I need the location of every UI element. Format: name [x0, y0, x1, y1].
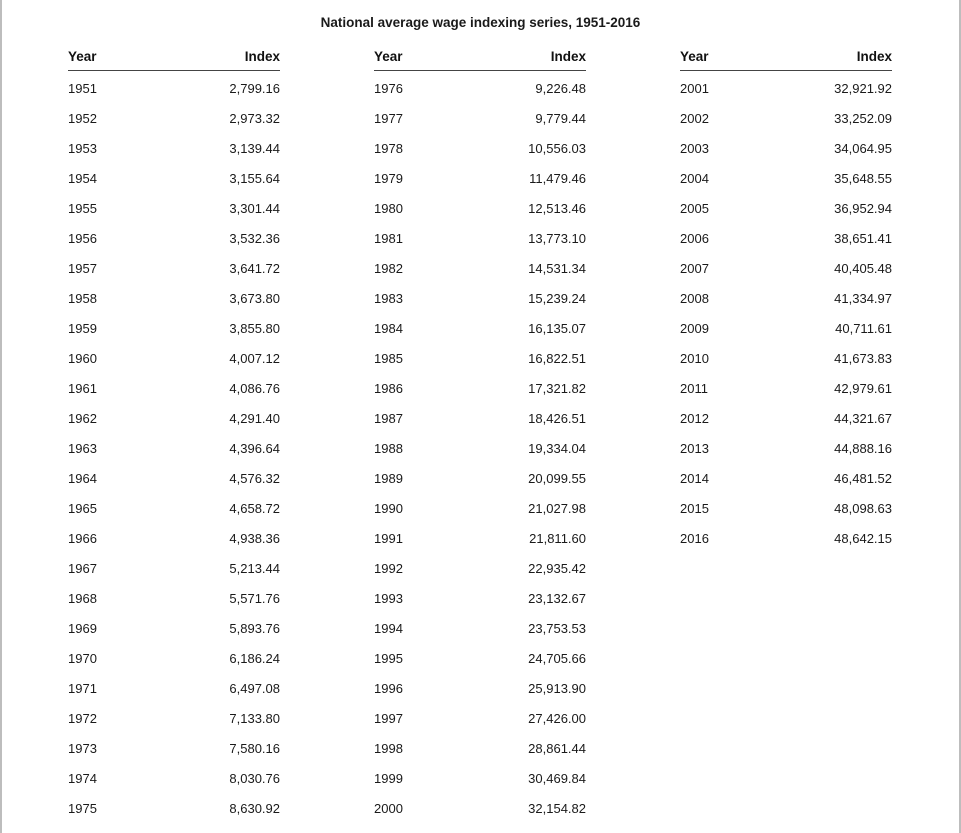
year-cell: 1957: [68, 260, 97, 276]
table-row: [680, 103, 892, 133]
table-row: [68, 283, 280, 313]
year-cell: 1981: [374, 230, 403, 246]
year-cell: 1998: [374, 740, 403, 756]
year-header: Year: [68, 49, 97, 64]
table-row: [374, 163, 586, 193]
year-cell: 1983: [374, 290, 403, 306]
year-cell: 1970: [68, 650, 97, 666]
table-row: [680, 523, 892, 553]
index-value-cell: 4,938.36: [229, 530, 280, 546]
index-value-cell: 44,321.67: [834, 410, 892, 426]
table-row: [68, 373, 280, 403]
index-value-cell: 28,861.44: [528, 740, 586, 756]
year-cell: 1980: [374, 200, 403, 216]
year-cell: 1956: [68, 230, 97, 246]
column-header-row: [680, 45, 892, 71]
year-cell: 2011: [680, 380, 708, 396]
index-value-cell: 6,497.08: [229, 680, 280, 696]
table-row: [68, 643, 280, 673]
table-row: [68, 403, 280, 433]
table-row: [68, 73, 280, 103]
year-header: Year: [374, 49, 403, 64]
table-row: [374, 733, 586, 763]
table-row: [680, 433, 892, 463]
table-title: National average wage indexing series, 1951-2016: [320, 15, 641, 30]
table-row: [680, 493, 892, 523]
index-value-cell: 5,893.76: [229, 620, 280, 636]
table-row: [374, 583, 586, 613]
table-row: [68, 703, 280, 733]
year-cell: 1967: [68, 560, 97, 576]
table-row: [374, 553, 586, 583]
index-value-cell: 40,711.61: [835, 320, 892, 336]
table-row: [374, 433, 586, 463]
year-cell: 1991: [374, 530, 403, 546]
index-value-cell: 23,132.67: [528, 590, 586, 606]
index-value-cell: 44,888.16: [834, 440, 892, 456]
table-row: [680, 463, 892, 493]
index-value-cell: 46,481.52: [834, 470, 892, 486]
table-row: [68, 103, 280, 133]
year-cell: 2013: [680, 440, 709, 456]
year-cell: 2015: [680, 500, 709, 516]
table-row: [374, 403, 586, 433]
frame-border-left: [0, 0, 2, 833]
year-cell: 1987: [374, 410, 403, 426]
index-value-cell: 8,030.76: [229, 770, 280, 786]
table-row: [68, 583, 280, 613]
table-row: [680, 343, 892, 373]
index-header: Index: [856, 49, 892, 64]
year-cell: 1988: [374, 440, 403, 456]
index-value-cell: 2,799.16: [229, 80, 280, 96]
index-value-cell: 21,811.60: [529, 530, 586, 546]
index-value-cell: 32,921.92: [834, 80, 892, 96]
year-cell: 1964: [68, 470, 97, 486]
year-cell: 1978: [374, 140, 403, 156]
year-cell: 2003: [680, 140, 709, 156]
table-row: [374, 523, 586, 553]
year-cell: 1975: [68, 800, 97, 816]
table-row: [68, 163, 280, 193]
index-value-cell: 30,469.84: [528, 770, 586, 786]
index-value-cell: 24,705.66: [528, 650, 586, 666]
year-cell: 2009: [680, 320, 709, 336]
table-row: [374, 223, 586, 253]
index-value-cell: 25,913.90: [528, 680, 586, 696]
table-row: [374, 193, 586, 223]
table-row: [68, 493, 280, 523]
year-cell: 2007: [680, 260, 709, 276]
year-cell: 2008: [680, 290, 709, 306]
table-row: [68, 253, 280, 283]
index-header: Index: [244, 49, 280, 64]
index-value-cell: 16,822.51: [528, 350, 586, 366]
index-value-cell: 15,239.24: [528, 290, 586, 306]
table-row: [680, 313, 892, 343]
table-row: [680, 253, 892, 283]
year-cell: 1992: [374, 560, 403, 576]
index-value-cell: 3,673.80: [229, 290, 280, 306]
index-value-cell: 19,334.04: [528, 440, 586, 456]
year-cell: 2012: [680, 410, 709, 426]
table-row: [68, 523, 280, 553]
rows-container: [374, 71, 586, 823]
year-cell: 1960: [68, 350, 97, 366]
column-group-1951-1975: [68, 45, 280, 823]
table-row: [374, 283, 586, 313]
year-cell: 1985: [374, 350, 403, 366]
year-cell: 1965: [68, 500, 97, 516]
table-row: [374, 313, 586, 343]
year-cell: 1990: [374, 500, 403, 516]
table-row: [68, 793, 280, 823]
index-value-cell: 7,133.80: [229, 710, 280, 726]
index-value-cell: 23,753.53: [528, 620, 586, 636]
year-cell: 1984: [374, 320, 403, 336]
index-value-cell: 4,396.64: [229, 440, 280, 456]
index-value-cell: 9,226.48: [535, 80, 586, 96]
index-value-cell: 5,571.76: [229, 590, 280, 606]
table-row: [680, 373, 892, 403]
index-value-cell: 27,426.00: [528, 710, 586, 726]
year-cell: 1996: [374, 680, 403, 696]
table-row: [68, 193, 280, 223]
index-value-cell: 4,576.32: [229, 470, 280, 486]
year-cell: 2016: [680, 530, 709, 546]
year-cell: 1973: [68, 740, 97, 756]
year-cell: 1979: [374, 170, 403, 186]
table-row: [374, 643, 586, 673]
index-value-cell: 35,648.55: [834, 170, 892, 186]
year-cell: 1974: [68, 770, 97, 786]
index-value-cell: 40,405.48: [834, 260, 892, 276]
table-row: [680, 223, 892, 253]
index-value-cell: 10,556.03: [528, 140, 586, 156]
index-value-cell: 14,531.34: [528, 260, 586, 276]
index-value-cell: 34,064.95: [834, 140, 892, 156]
index-value-cell: 6,186.24: [229, 650, 280, 666]
year-cell: 1993: [374, 590, 403, 606]
table-row: [68, 343, 280, 373]
year-cell: 2000: [374, 800, 403, 816]
table-row: [68, 613, 280, 643]
table-row: [680, 283, 892, 313]
table-row: [68, 553, 280, 583]
year-cell: 1971: [68, 680, 97, 696]
table-row: [374, 343, 586, 373]
table-row: [374, 103, 586, 133]
year-cell: 2001: [680, 80, 709, 96]
year-cell: 1977: [374, 110, 403, 126]
year-cell: 1954: [68, 170, 97, 186]
index-header: Index: [550, 49, 586, 64]
year-cell: 1952: [68, 110, 97, 126]
table-row: [374, 763, 586, 793]
year-cell: 2010: [680, 350, 709, 366]
table-row: [680, 163, 892, 193]
year-header: Year: [680, 49, 709, 64]
index-value-cell: 36,952.94: [834, 200, 892, 216]
year-cell: 1963: [68, 440, 97, 456]
table-row: [374, 493, 586, 523]
index-value-cell: 2,973.32: [229, 110, 280, 126]
index-value-cell: 3,855.80: [229, 320, 280, 336]
index-value-cell: 38,651.41: [834, 230, 892, 246]
index-value-cell: 42,979.61: [834, 380, 892, 396]
column-group-2001-2016: [680, 45, 892, 553]
index-value-cell: 21,027.98: [528, 500, 586, 516]
index-value-cell: 41,673.83: [834, 350, 892, 366]
index-value-cell: 3,301.44: [229, 200, 280, 216]
year-cell: 1976: [374, 80, 403, 96]
column-header-row: [68, 45, 280, 71]
year-cell: 1969: [68, 620, 97, 636]
index-value-cell: 33,252.09: [834, 110, 892, 126]
table-row: [374, 253, 586, 283]
year-cell: 1997: [374, 710, 403, 726]
table-row: [374, 673, 586, 703]
year-cell: 1953: [68, 140, 97, 156]
table-row: [68, 733, 280, 763]
index-value-cell: 3,155.64: [229, 170, 280, 186]
table-row: [374, 373, 586, 403]
year-cell: 1958: [68, 290, 97, 306]
year-cell: 1959: [68, 320, 97, 336]
index-value-cell: 18,426.51: [528, 410, 586, 426]
rows-container: [680, 71, 892, 553]
index-value-cell: 41,334.97: [834, 290, 892, 306]
index-value-cell: 11,479.46: [529, 170, 586, 186]
index-value-cell: 3,139.44: [229, 140, 280, 156]
year-cell: 2002: [680, 110, 709, 126]
index-value-cell: 16,135.07: [528, 320, 586, 336]
index-value-cell: 32,154.82: [528, 800, 586, 816]
year-cell: 1994: [374, 620, 403, 636]
table-row: [68, 313, 280, 343]
table-row: [374, 73, 586, 103]
table-row: [68, 223, 280, 253]
table-row: [68, 133, 280, 163]
year-cell: 1982: [374, 260, 403, 276]
rows-container: [68, 71, 280, 823]
index-value-cell: 48,642.15: [834, 530, 892, 546]
index-value-cell: 3,532.36: [229, 230, 280, 246]
year-cell: 1995: [374, 650, 403, 666]
table-row: [374, 133, 586, 163]
table-row: [374, 793, 586, 823]
table-row: [374, 463, 586, 493]
year-cell: 1968: [68, 590, 97, 606]
year-cell: 1961: [68, 380, 97, 396]
table-row: [680, 193, 892, 223]
year-cell: 2006: [680, 230, 709, 246]
year-cell: 1972: [68, 710, 97, 726]
year-cell: 1962: [68, 410, 97, 426]
table-row: [680, 133, 892, 163]
index-value-cell: 3,641.72: [229, 260, 280, 276]
table-row: [374, 613, 586, 643]
year-cell: 1966: [68, 530, 97, 546]
index-value-cell: 13,773.10: [528, 230, 586, 246]
year-cell: 1986: [374, 380, 403, 396]
table-row: [68, 433, 280, 463]
column-group-1976-2000: [374, 45, 586, 823]
year-cell: 2004: [680, 170, 709, 186]
index-value-cell: 12,513.46: [528, 200, 586, 216]
index-value-cell: 20,099.55: [528, 470, 586, 486]
table-row: [68, 763, 280, 793]
table-row: [68, 463, 280, 493]
table-row: [68, 673, 280, 703]
table-row: [374, 703, 586, 733]
year-cell: 2005: [680, 200, 709, 216]
index-value-cell: 5,213.44: [229, 560, 280, 576]
index-value-cell: 17,321.82: [528, 380, 586, 396]
index-value-cell: 4,658.72: [229, 500, 280, 516]
year-cell: 1989: [374, 470, 403, 486]
table-row: [680, 403, 892, 433]
index-value-cell: 48,098.63: [834, 500, 892, 516]
year-cell: 2014: [680, 470, 709, 486]
year-cell: 1955: [68, 200, 97, 216]
column-header-row: [374, 45, 586, 71]
index-value-cell: 4,007.12: [229, 350, 280, 366]
index-value-cell: 8,630.92: [229, 800, 280, 816]
index-value-cell: 7,580.16: [229, 740, 280, 756]
table-row: [680, 73, 892, 103]
year-cell: 1999: [374, 770, 403, 786]
index-value-cell: 4,086.76: [229, 380, 280, 396]
index-value-cell: 9,779.44: [535, 110, 586, 126]
index-value-cell: 22,935.42: [528, 560, 586, 576]
year-cell: 1951: [68, 80, 97, 96]
index-value-cell: 4,291.40: [229, 410, 280, 426]
